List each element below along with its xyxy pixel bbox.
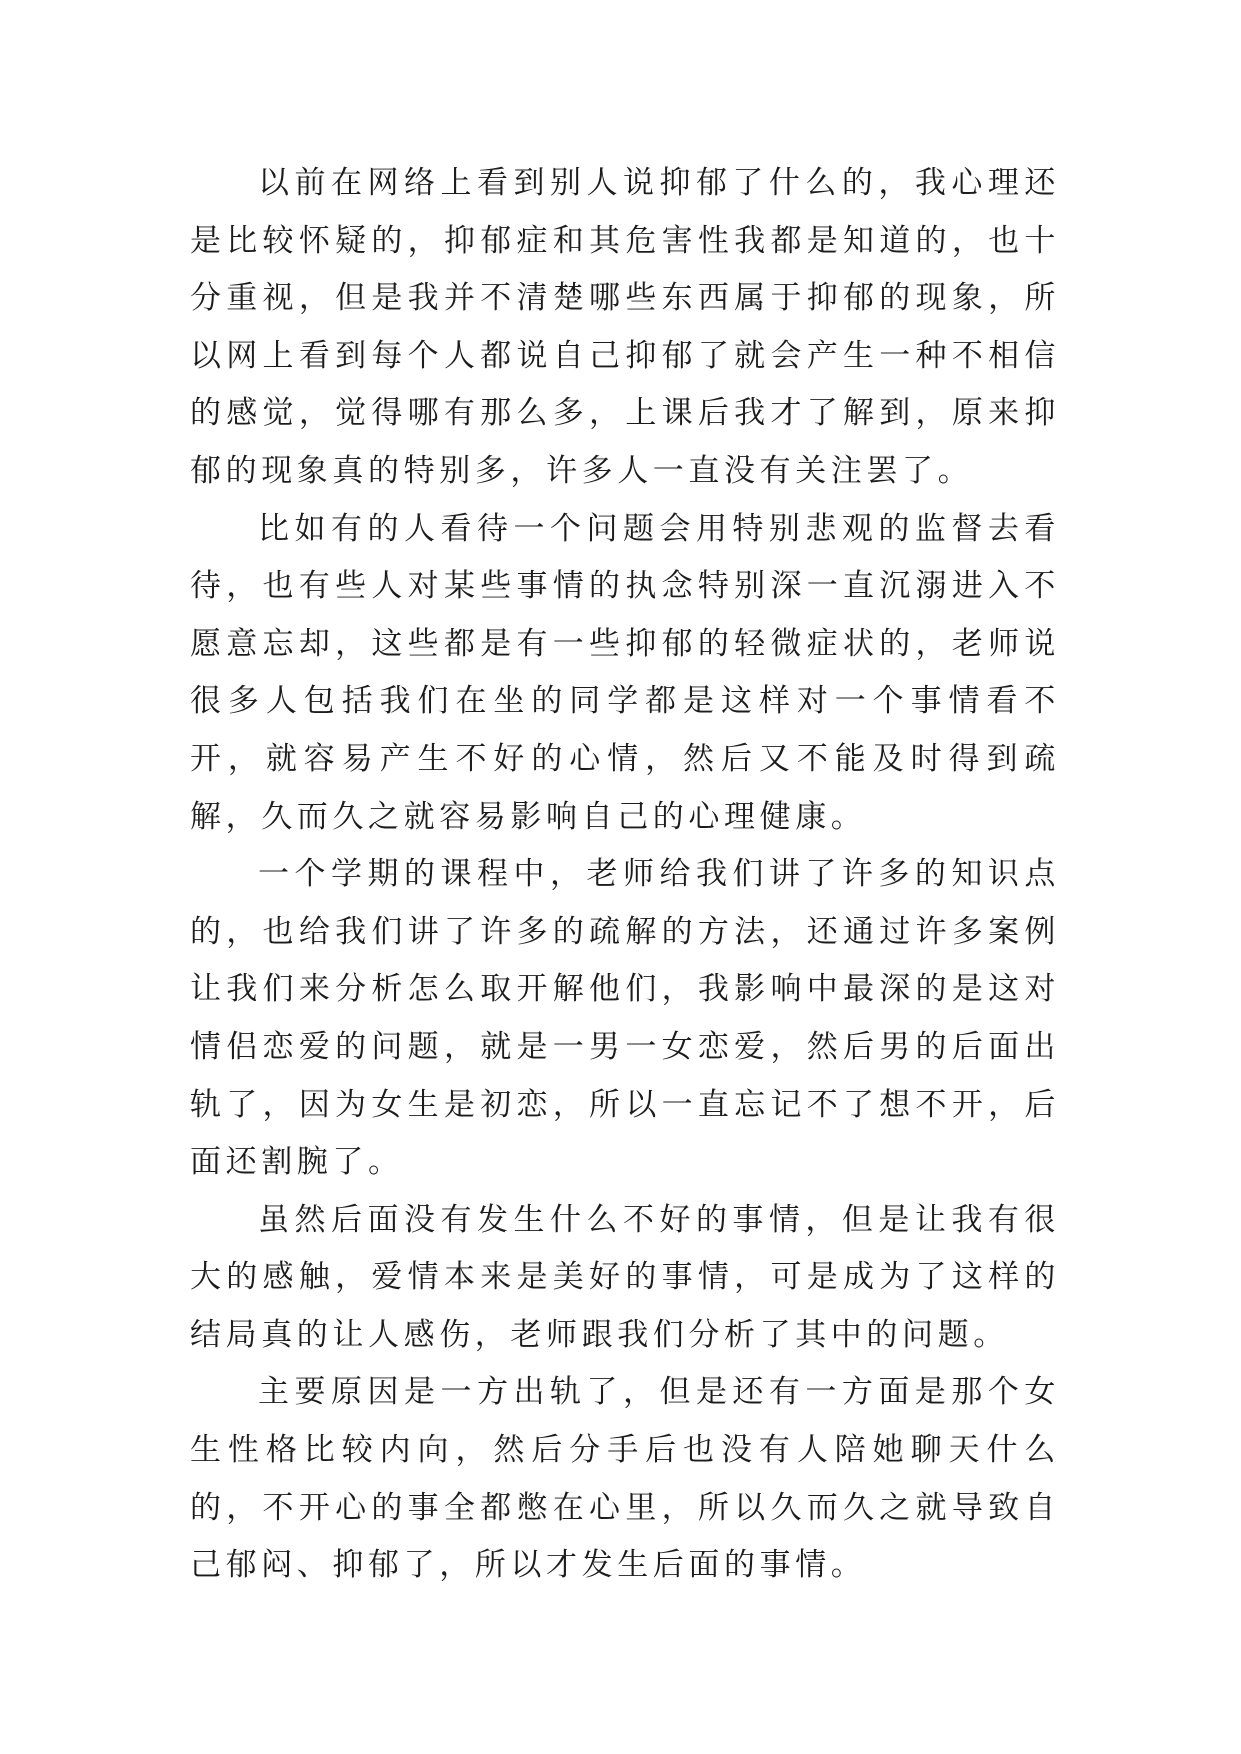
paragraph-5: 主要原因是一方出轨了，但是还有一方面是那个女生性格比较内向，然后分手后也没有人陪她聊天什么的，不开心的事全都憋在心里，所以久而久之就导致自己郁闷、抑郁了，所以才发生后面的事情。	[190, 1374, 1060, 1584]
document-body	[190, 155, 1060, 1595]
paragraph-4: 虽然后面没有发生什么不好的事情，但是让我有很大的感触，爱情本来是美好的事情，可是成为了这样的结局真的让人感伤，老师跟我们分析了其中的问题。	[190, 1201, 1060, 1353]
paragraph-3: 一个学期的课程中，老师给我们讲了许多的知识点的，也给我们讲了许多的疏解的方法，还通过许多案例让我们来分析怎么取开解他们，我影响中最深的是这对情侣恋爱的问题，就是一男一女恋爱，然后男的后面出轨了，因为女生是初恋，所以一直忘记不了想不开，后面还割腕了。	[190, 856, 1060, 1181]
paragraph-1: 以前在网络上看到别人说抑郁了什么的，我心理还是比较怀疑的，抑郁症和其危害性我都是知道的，也十分重视，但是我并不清楚哪些东西属于抑郁的现象，所以网上看到每个人都说自己抑郁了就会产生一种不相信的感觉，觉得哪有那么多，上课后我才了解到，原来抑郁的现象真的特别多，许多人一直没有关注罢了。	[190, 165, 1060, 489]
paragraph-2: 比如有的人看待一个问题会用特别悲观的监督去看待，也有些人对某些事情的执念特别深一直沉溺进入不愿意忘却，这些都是有一些抑郁的轻微症状的，老师说很多人包括我们在坐的同学都是这样对一个事情看不开，就容易产生不好的心情，然后又不能及时得到疏解，久而久之就容易影响自己的心理健康。	[190, 510, 1060, 835]
